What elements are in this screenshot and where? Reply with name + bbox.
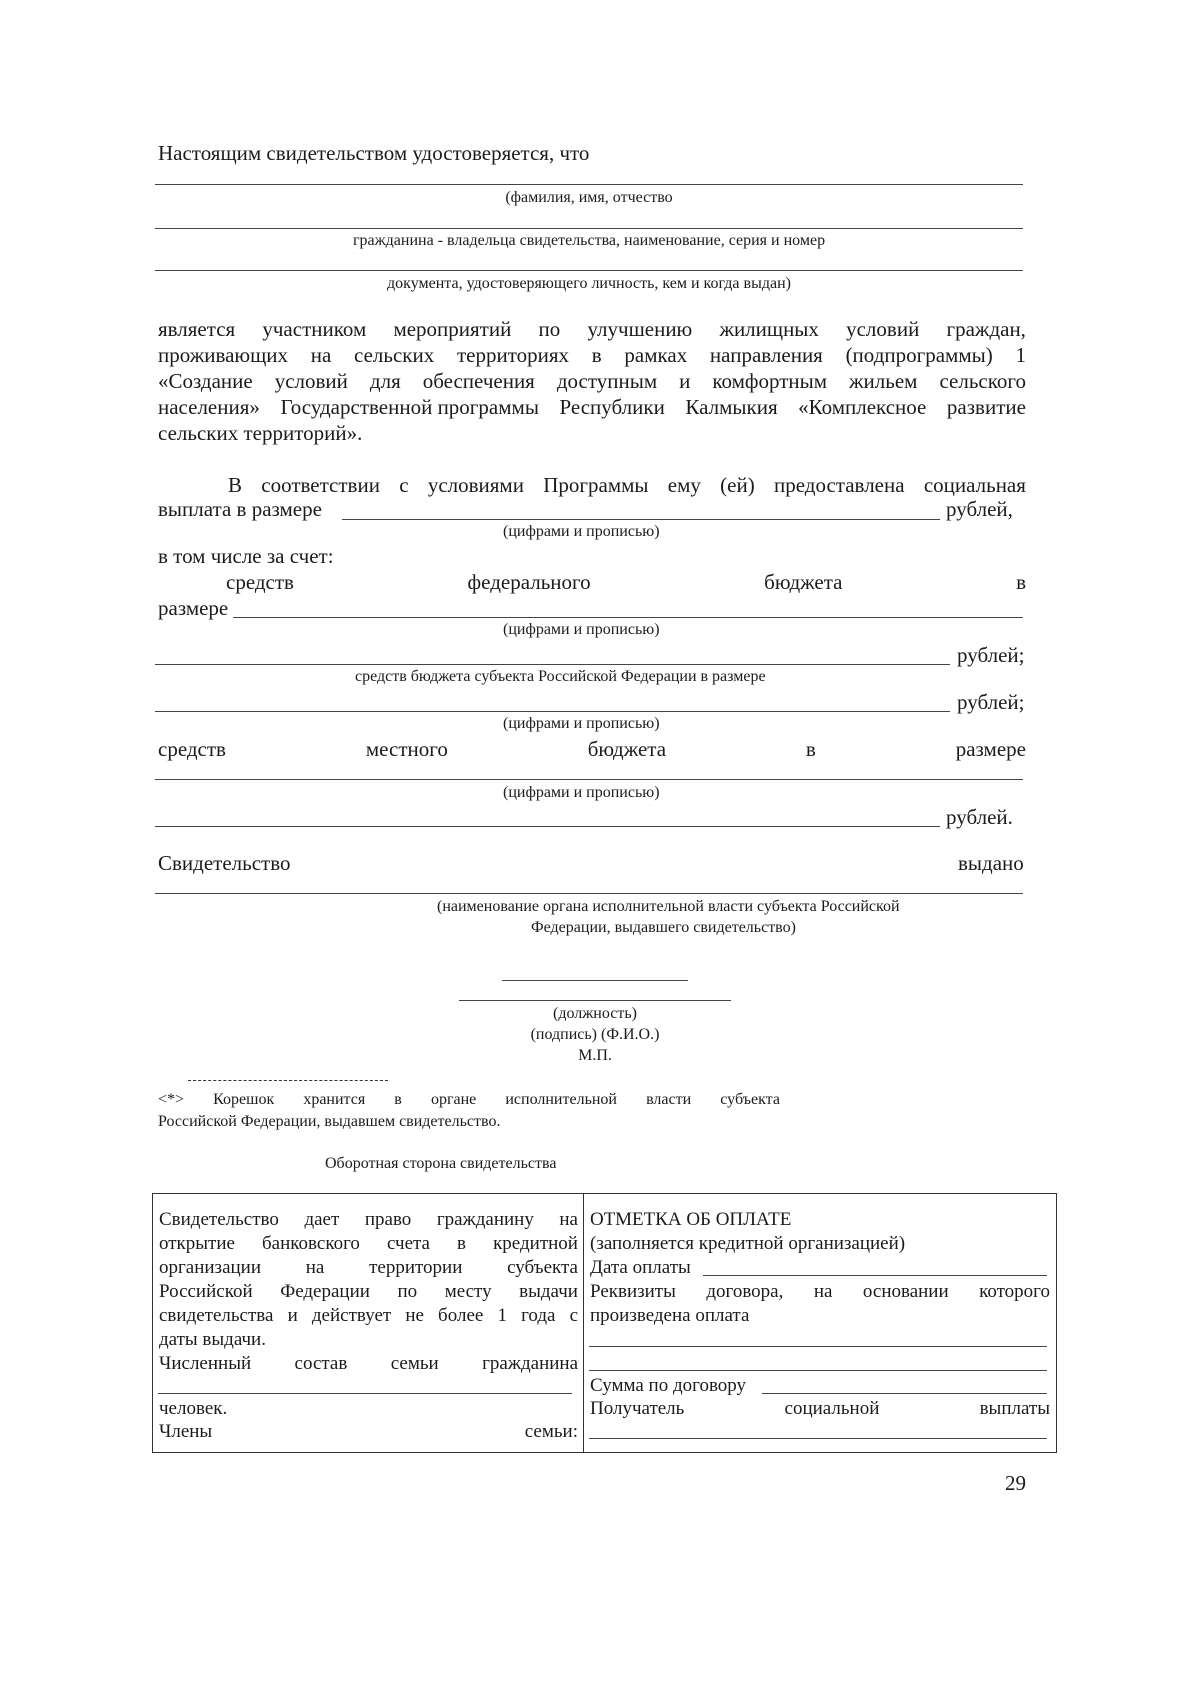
payment-date-label: Дата оплаты xyxy=(590,1257,691,1278)
word: обеспечения xyxy=(422,369,535,393)
payment-line-1 xyxy=(228,475,1026,496)
payment-date-field[interactable] xyxy=(703,1275,1047,1276)
word: Свидетельство xyxy=(159,1209,279,1230)
word: в xyxy=(1016,570,1026,594)
local-amount-field[interactable] xyxy=(155,779,1023,780)
word: граждан, xyxy=(946,317,1026,341)
table-column-divider xyxy=(583,1193,584,1452)
word: с xyxy=(399,473,409,497)
participant-line-3 xyxy=(158,371,1026,392)
word: Калмыкия xyxy=(685,395,778,419)
family-size-line xyxy=(159,1354,578,1373)
caption-digits-2: (цифрами и прописью) xyxy=(503,621,660,638)
word: субъекта xyxy=(720,1091,780,1108)
footnote-separator xyxy=(188,1080,388,1081)
word: бюджета xyxy=(587,737,667,761)
word: предоставлена xyxy=(773,473,905,497)
word: Численный xyxy=(159,1353,252,1374)
word: территории xyxy=(369,1257,463,1278)
word: исполнительной xyxy=(505,1091,617,1108)
word: Корешок xyxy=(213,1091,275,1108)
rubles-semicolon-2: рублей; xyxy=(957,690,1025,714)
caption-document: документа, удостоверяющего личность, кем и когда выдан) xyxy=(387,275,791,292)
signature-fill-line[interactable] xyxy=(459,1000,731,1001)
word: выплаты xyxy=(979,1398,1050,1419)
word: жильем xyxy=(849,369,918,393)
word: выдачи xyxy=(519,1281,578,1302)
issuer-caption-1: (наименование органа исполнительной власти субъекта Российской xyxy=(437,898,900,915)
footnote-line-1 xyxy=(158,1092,780,1108)
word: гражданина xyxy=(482,1353,578,1374)
payment-amount-label: выплата в размере xyxy=(158,497,322,521)
word: основании xyxy=(862,1281,949,1302)
document-fill-line[interactable] xyxy=(155,270,1023,271)
caption-digits-1: (цифрами и прописью) xyxy=(503,523,660,540)
word: направления xyxy=(709,343,823,367)
word: не xyxy=(405,1305,424,1326)
payment-mark-note: (заполняется кредитной организацией) xyxy=(590,1233,906,1254)
participant-line-2 xyxy=(158,345,1026,366)
word: с xyxy=(569,1305,578,1326)
word: <*> xyxy=(158,1091,185,1108)
left-line-4 xyxy=(159,1282,578,1301)
participant-line-5: сельских территорий». xyxy=(158,421,363,445)
word: условиями xyxy=(427,473,524,497)
word: и xyxy=(287,1305,298,1326)
contract-details-field-2[interactable] xyxy=(589,1370,1047,1371)
word: состав xyxy=(294,1353,348,1374)
word: комфортным xyxy=(712,369,828,393)
word: федерального xyxy=(467,570,591,594)
word: Получатель xyxy=(590,1398,685,1419)
word: В xyxy=(228,473,243,497)
recipient-line xyxy=(590,1399,1050,1418)
word: на xyxy=(305,1257,325,1278)
word: счета xyxy=(386,1233,430,1254)
word: развитие xyxy=(946,395,1026,419)
word: в xyxy=(457,1233,467,1254)
word: бюджета xyxy=(764,570,843,594)
reverse-side-title: Оборотная сторона свидетельства xyxy=(325,1155,557,1172)
word: в xyxy=(805,737,816,761)
stamp-caption: М.П. xyxy=(578,1047,612,1064)
word: «Создание xyxy=(158,369,253,393)
word: открытие xyxy=(159,1233,235,1254)
position-caption: (должность) xyxy=(553,1005,637,1022)
word: населения» xyxy=(158,395,260,419)
persons-text: человек. xyxy=(159,1398,228,1419)
word: на xyxy=(310,343,332,367)
contract-details-field-1[interactable] xyxy=(589,1346,1047,1347)
intro-text: Настоящим свидетельством удостоверяется, что xyxy=(158,141,590,165)
caption-digits-3: (цифрами и прописью) xyxy=(503,715,660,732)
word: для xyxy=(369,369,401,393)
members-line xyxy=(159,1422,578,1441)
word: банковского xyxy=(262,1233,360,1254)
word: гражданину xyxy=(436,1209,534,1230)
word: жилищных xyxy=(719,317,819,341)
local-line xyxy=(158,739,1026,760)
word: местного xyxy=(365,737,448,761)
issued-label: Свидетельство xyxy=(158,851,291,875)
word: семьи: xyxy=(524,1421,578,1442)
position-fill-line[interactable] xyxy=(502,980,688,981)
federal-line xyxy=(226,572,1026,593)
subject-amount-field[interactable] xyxy=(155,711,950,712)
participant-line-1 xyxy=(158,319,1026,340)
word: «Комплексное xyxy=(798,395,927,419)
page-number: 29 xyxy=(1005,1471,1026,1495)
word: организации xyxy=(159,1257,262,1278)
word: условий xyxy=(274,369,348,393)
contract-sum-field[interactable] xyxy=(762,1393,1047,1394)
word: 1 xyxy=(1015,343,1026,367)
word: Федерации xyxy=(280,1281,370,1302)
word: рамках xyxy=(624,343,688,367)
payment-amount-field[interactable] xyxy=(342,519,940,520)
recipient-field[interactable] xyxy=(589,1438,1047,1439)
word: территориях xyxy=(456,343,570,367)
family-size-field[interactable] xyxy=(158,1393,572,1394)
word: власти xyxy=(646,1091,692,1108)
word: свидетельства xyxy=(159,1305,274,1326)
fio-fill-line[interactable] xyxy=(155,184,1023,185)
word: (ей) xyxy=(720,473,755,497)
local-amount-field-2[interactable] xyxy=(155,826,940,827)
word: субъекта xyxy=(507,1257,578,1278)
word: является xyxy=(158,317,236,341)
word: которого xyxy=(979,1281,1050,1302)
word: в xyxy=(394,1091,402,1108)
word: средств xyxy=(158,737,226,761)
left-line-5 xyxy=(159,1306,578,1325)
caption-holder: гражданина - владельца свидетельства, наименование, серия и номер xyxy=(352,232,826,249)
word: условий xyxy=(846,317,920,341)
participant-line-4 xyxy=(158,397,1026,418)
word: месту xyxy=(444,1281,492,1302)
left-line-1 xyxy=(159,1210,578,1229)
word: социальная xyxy=(923,473,1026,497)
word: года xyxy=(521,1305,556,1326)
word: право xyxy=(364,1209,412,1230)
word: кредитной xyxy=(493,1233,578,1254)
left-line-3 xyxy=(159,1258,578,1277)
sign-name-caption: (подпись) (Ф.И.О.) xyxy=(530,1026,660,1043)
word: на xyxy=(559,1209,578,1230)
caption-fio: (фамилия, имя, отчество xyxy=(505,189,673,206)
word: ему xyxy=(667,473,701,497)
issuer-caption-2: Федерации, выдавшего свидетельство) xyxy=(531,919,796,936)
rubles-dot: рублей. xyxy=(946,805,1013,829)
word: сельских xyxy=(354,343,435,367)
federal-amount-field[interactable] xyxy=(233,617,1023,618)
left-line-2 xyxy=(159,1234,578,1253)
including-label: в том числе за счет: xyxy=(158,544,334,568)
word: средств xyxy=(226,570,294,594)
word: дает xyxy=(304,1209,340,1230)
word: Члены xyxy=(159,1421,213,1442)
contract-line xyxy=(590,1282,1050,1301)
word: органе xyxy=(430,1091,477,1108)
word: по xyxy=(397,1281,418,1302)
word: Программы xyxy=(543,473,649,497)
footnote-line-2: Российской Федерации, выдавшем свидетельство. xyxy=(158,1113,501,1130)
word: размере xyxy=(955,737,1026,761)
word: доступным xyxy=(556,369,658,393)
word: на xyxy=(813,1281,833,1302)
word: 1 xyxy=(497,1305,507,1326)
issued-right-label: выдано xyxy=(958,851,1024,875)
word: Реквизиты xyxy=(590,1281,676,1302)
word: соответствии xyxy=(261,473,380,497)
issuer-fill-line[interactable] xyxy=(155,893,1023,894)
word: хранится xyxy=(303,1091,366,1108)
subject-budget-caption: средств бюджета субъекта Российской Федерации в размере xyxy=(355,668,766,685)
federal-size-label: размере xyxy=(158,596,229,620)
word: проживающих xyxy=(158,343,289,367)
word: Российской xyxy=(159,1281,253,1302)
word: участником xyxy=(262,317,367,341)
word: более xyxy=(438,1305,484,1326)
word: Государственной программы xyxy=(280,395,539,419)
word: сельского xyxy=(939,369,1026,393)
word: (подпрограммы) xyxy=(845,343,993,367)
rubles-semicolon-1: рублей; xyxy=(957,643,1025,667)
word: в xyxy=(591,343,602,367)
caption-digits-4: (цифрами и прописью) xyxy=(503,784,660,801)
word: действует xyxy=(311,1305,392,1326)
word: мероприятий xyxy=(393,317,512,341)
word: улучшению xyxy=(587,317,693,341)
word: Республики xyxy=(559,395,665,419)
paid-text: произведена оплата xyxy=(590,1305,750,1326)
word: социальной xyxy=(784,1398,880,1419)
word: и xyxy=(679,369,691,393)
holder-fill-line[interactable] xyxy=(155,228,1023,229)
payment-mark-title: ОТМЕТКА ОБ ОПЛАТЕ xyxy=(590,1209,792,1230)
contract-sum-label: Сумма по договору xyxy=(590,1375,747,1396)
rubles-comma: рублей, xyxy=(946,497,1013,521)
word: семьи xyxy=(390,1353,439,1374)
word: договора, xyxy=(706,1281,784,1302)
word: по xyxy=(538,317,561,341)
federal-amount-field-2[interactable] xyxy=(155,664,950,665)
issue-date-text: даты выдачи. xyxy=(159,1329,266,1350)
